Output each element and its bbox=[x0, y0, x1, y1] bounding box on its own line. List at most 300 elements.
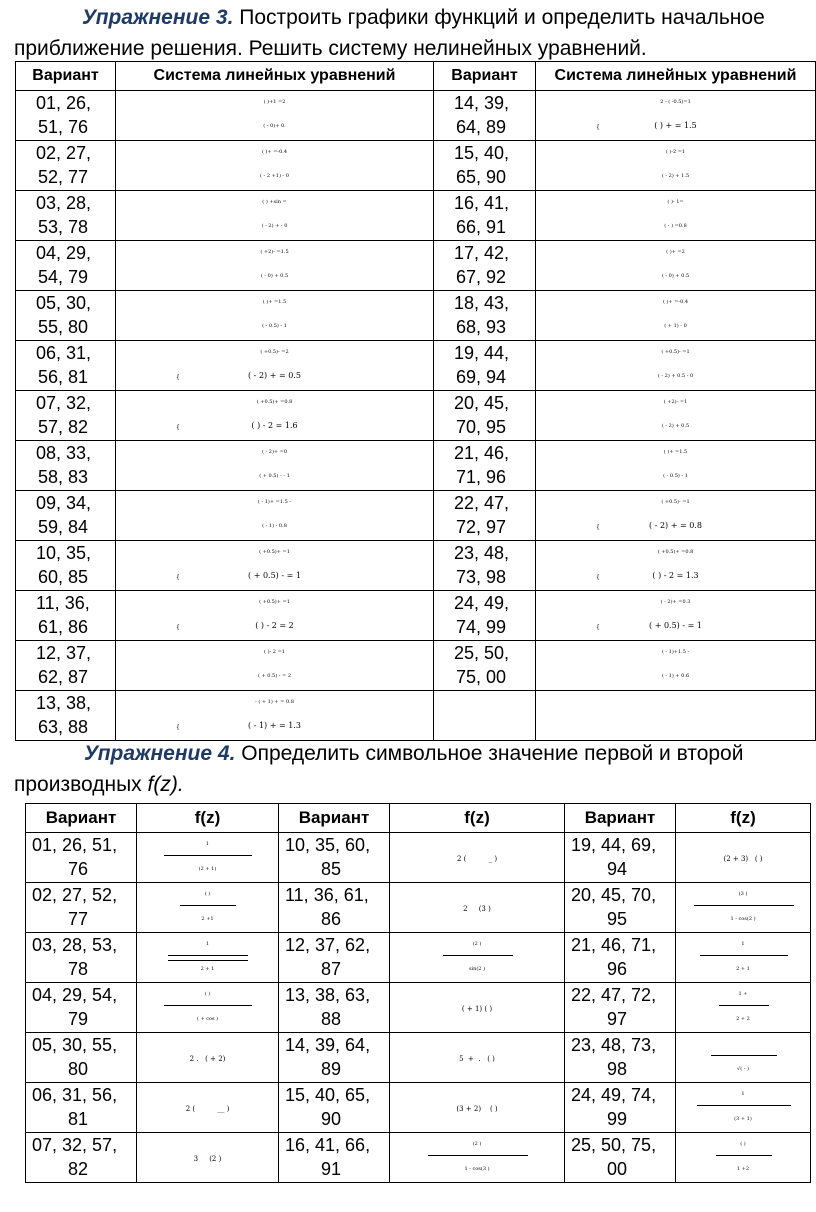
variant-numbers: 78 bbox=[68, 959, 89, 979]
variant-cell bbox=[16, 441, 116, 491]
variant-numbers: 53, 78 bbox=[38, 217, 89, 237]
variant-numbers: 06, 31, 56, bbox=[32, 1085, 118, 1105]
variant-numbers: 90 bbox=[321, 1109, 342, 1129]
function-expression: (3 + 2) ( ) bbox=[456, 1105, 498, 1113]
fraction-bar bbox=[700, 955, 788, 956]
systems-table-header bbox=[16, 62, 816, 91]
equation-2: ( ) - 2 = 1.6 bbox=[251, 421, 298, 430]
fraction-numerator: 1 bbox=[205, 941, 210, 947]
variant-numbers: 22, 47, bbox=[454, 493, 510, 513]
table-row bbox=[26, 1133, 811, 1183]
equation-1: ( - 1)+ =1.5 - bbox=[257, 499, 292, 505]
equation-1: ( +0.5)+ =0.8 bbox=[657, 549, 694, 555]
table-row bbox=[16, 191, 816, 241]
fraction-bar bbox=[168, 955, 248, 961]
variant-cell bbox=[16, 341, 116, 391]
variant-numbers: 98 bbox=[607, 1059, 628, 1079]
variant-numbers: 17, 42, bbox=[454, 243, 510, 263]
fraction-bar bbox=[697, 1105, 791, 1106]
equation-1: ( - 1)+1.5 - bbox=[661, 649, 690, 655]
variant-numbers: 81 bbox=[68, 1109, 89, 1129]
variant-cell bbox=[434, 341, 536, 391]
equation-1: ( )- 2 =1 bbox=[264, 649, 285, 655]
fraction-denominator: 1 +2 bbox=[736, 1166, 750, 1172]
equation-1: 2 - ( -0.5)=1 bbox=[660, 99, 691, 105]
equation-1: ( )- 1= bbox=[667, 199, 684, 205]
equation-2: ( + 1) - 0 bbox=[664, 323, 687, 329]
system-cell bbox=[536, 541, 816, 591]
header-variant: Вариант bbox=[565, 804, 676, 833]
system-cell bbox=[536, 141, 816, 191]
systems-table bbox=[15, 61, 816, 741]
variant-numbers: 67, 92 bbox=[456, 267, 507, 287]
variant-numbers: 20, 45, 70, bbox=[571, 885, 657, 905]
variant-numbers: 14, 39, bbox=[454, 93, 510, 113]
variant-numbers: 07, 32, bbox=[36, 393, 92, 413]
system-cell bbox=[116, 591, 434, 641]
function-expression: 3 (2 ) bbox=[193, 1155, 222, 1163]
variant-cell bbox=[565, 933, 676, 983]
system-cell bbox=[536, 591, 816, 641]
variant-cell bbox=[434, 191, 536, 241]
variant-cell bbox=[26, 833, 137, 883]
header-variant: Вариант bbox=[26, 804, 137, 833]
variant-numbers: 58, 83 bbox=[38, 467, 89, 487]
fraction-bar bbox=[180, 905, 236, 906]
function-cell bbox=[137, 933, 279, 983]
variant-cell bbox=[279, 883, 390, 933]
function-cell bbox=[137, 883, 279, 933]
exercise-4-text-line2 bbox=[14, 769, 804, 800]
fraction-bar bbox=[719, 1005, 769, 1006]
system-cell bbox=[116, 91, 434, 141]
fraction-denominator: (2 + 1) bbox=[198, 866, 217, 872]
variant-cell bbox=[279, 933, 390, 983]
equation-2: ( + 0.5) - = 1 bbox=[649, 621, 702, 630]
variant-cell bbox=[434, 241, 536, 291]
brace-icon: { bbox=[596, 574, 600, 581]
exercise-3-text: Построить графики функций и определить начальное приближение решения. Решить систему нелинейных уравнений. bbox=[14, 6, 765, 60]
variant-numbers: 61, 86 bbox=[38, 617, 89, 637]
variant-numbers: 02, 27, bbox=[36, 143, 92, 163]
system-cell bbox=[116, 391, 434, 441]
variant-cell bbox=[26, 983, 137, 1033]
fraction-denominator: 2 +1 bbox=[201, 916, 214, 922]
variant-numbers: 97 bbox=[607, 1009, 628, 1029]
variant-numbers: 00 bbox=[607, 1159, 628, 1179]
fraction-numerator: 1 bbox=[741, 941, 745, 947]
fraction-bar bbox=[711, 1055, 777, 1056]
variant-numbers: 08, 33, bbox=[36, 443, 92, 463]
header-variant: Вариант bbox=[434, 62, 536, 91]
equation-1: ( +0.5)+ =1 bbox=[259, 599, 290, 605]
variant-cell bbox=[16, 191, 116, 241]
header-function: f(z) bbox=[676, 804, 811, 833]
system-cell bbox=[536, 91, 816, 141]
fraction-numerator: (2 ) bbox=[472, 1141, 482, 1147]
variant-cell bbox=[434, 141, 536, 191]
variant-numbers: 04, 29, 54, bbox=[32, 985, 118, 1005]
system-cell bbox=[116, 241, 434, 291]
header-variant: Вариант bbox=[279, 804, 390, 833]
function-cell bbox=[137, 1033, 279, 1083]
variant-cell bbox=[16, 291, 116, 341]
variant-numbers: 65, 90 bbox=[456, 167, 507, 187]
system-cell bbox=[536, 241, 816, 291]
variant-cell bbox=[565, 983, 676, 1033]
table-row bbox=[16, 441, 816, 491]
variant-numbers: 68, 93 bbox=[456, 317, 507, 337]
variant-numbers: 57, 82 bbox=[38, 417, 89, 437]
equation-1: ( +0.5)- =1 bbox=[661, 499, 690, 505]
equation-1: ( +0.5)+ =1 bbox=[259, 549, 290, 555]
function-cell bbox=[676, 833, 811, 883]
variant-numbers: 56, 81 bbox=[38, 367, 89, 387]
variant-numbers: 85 bbox=[321, 859, 342, 879]
equation-2: ( - 2) + 0.5 - 0 bbox=[657, 373, 694, 379]
system-cell bbox=[536, 391, 816, 441]
variant-numbers: 05, 30, bbox=[36, 293, 92, 313]
equation-1: ( - 2)+ =0.3 bbox=[660, 599, 691, 605]
brace-icon: { bbox=[596, 124, 600, 131]
function-expression: 2 ( _ ) bbox=[456, 855, 498, 863]
function-cell bbox=[137, 1083, 279, 1133]
variant-numbers: 63, 88 bbox=[38, 717, 89, 737]
variant-numbers: 01, 26, bbox=[36, 93, 92, 113]
variant-numbers: 15, 40, bbox=[454, 143, 510, 163]
variant-numbers: 10, 35, 60, bbox=[285, 835, 371, 855]
variant-cell bbox=[434, 491, 536, 541]
equation-2: ( - 0.5) - 1 bbox=[663, 473, 688, 479]
function-cell bbox=[390, 933, 565, 983]
variant-cell bbox=[279, 1133, 390, 1183]
variant-numbers: 06, 31, bbox=[36, 343, 92, 363]
system-cell bbox=[116, 691, 434, 741]
variant-cell bbox=[279, 1033, 390, 1083]
equation-2: ( - 2) + = 0.8 bbox=[649, 521, 702, 530]
function-cell bbox=[390, 1033, 565, 1083]
variant-numbers: 09, 34, bbox=[36, 493, 92, 513]
variant-numbers: 96 bbox=[607, 959, 628, 979]
variant-numbers: 87 bbox=[321, 959, 342, 979]
equation-1: ( )+ =-0.4 bbox=[662, 299, 689, 305]
variant-numbers: 91 bbox=[321, 1159, 342, 1179]
table-row bbox=[26, 933, 811, 983]
system-cell bbox=[116, 641, 434, 691]
variant-cell bbox=[16, 691, 116, 741]
equation-1: ( )+1 =2 bbox=[263, 99, 286, 105]
variant-numbers: 76 bbox=[68, 859, 89, 879]
equation-1: ( +2)- =1 bbox=[663, 399, 688, 405]
variant-cell bbox=[434, 291, 536, 341]
equation-2: ( - 2) + - 0 bbox=[261, 223, 288, 229]
variant-numbers: 13, 38, bbox=[36, 693, 92, 713]
variant-numbers: 88 bbox=[321, 1009, 342, 1029]
equation-2: ( + 0.5) - = 2 bbox=[257, 673, 292, 679]
function-cell bbox=[137, 833, 279, 883]
derivatives-table bbox=[25, 803, 811, 1183]
system-cell bbox=[116, 491, 434, 541]
equation-1: ( )+ =2 bbox=[666, 249, 685, 255]
equation-2: ( - 2) + 1.5 bbox=[661, 173, 690, 179]
table-row bbox=[16, 391, 816, 441]
variant-numbers: 20, 45, bbox=[454, 393, 510, 413]
function-cell bbox=[390, 883, 565, 933]
variant-numbers: 16, 41, 66, bbox=[285, 1135, 371, 1155]
variant-numbers: 19, 44, 69, bbox=[571, 835, 657, 855]
system-cell bbox=[116, 441, 434, 491]
variant-numbers: 62, 87 bbox=[38, 667, 89, 687]
function-cell bbox=[390, 1133, 565, 1183]
variant-numbers: 04, 29, bbox=[36, 243, 92, 263]
equation-2: ( - 2) + = 0.5 bbox=[248, 371, 301, 380]
variant-numbers: 71, 96 bbox=[456, 467, 507, 487]
table-row bbox=[16, 591, 816, 641]
variant-numbers: 55, 80 bbox=[38, 317, 89, 337]
fraction-numerator: 1 bbox=[741, 1091, 745, 1097]
variant-cell bbox=[434, 91, 536, 141]
equation-2: ( - 0.5) - 1 bbox=[262, 323, 287, 329]
variant-numbers: 86 bbox=[321, 909, 342, 929]
brace-icon: { bbox=[176, 424, 180, 431]
equation-1: ( )-2 =1 bbox=[665, 149, 686, 155]
variant-numbers: 16, 41, bbox=[454, 193, 510, 213]
fraction-numerator: (2 ) bbox=[472, 941, 482, 947]
function-expression: (2 + 3) ( ) bbox=[723, 855, 763, 863]
fraction-denominator: ( + cos ) bbox=[196, 1016, 219, 1022]
variant-numbers: 24, 49, 74, bbox=[571, 1085, 657, 1105]
fraction-denominator: sin(2 ) bbox=[468, 966, 486, 972]
variant-numbers: 94 bbox=[607, 859, 628, 879]
system-cell bbox=[116, 541, 434, 591]
equation-1: ( +0.5)- =1 bbox=[661, 349, 690, 355]
system-cell bbox=[536, 441, 816, 491]
variant-numbers: 13, 38, 63, bbox=[285, 985, 371, 1005]
brace-icon: { bbox=[176, 624, 180, 631]
variant-cell bbox=[565, 833, 676, 883]
variant-cell bbox=[16, 141, 116, 191]
variant-numbers: 22, 47, 72, bbox=[571, 985, 657, 1005]
variant-numbers: 11, 36, bbox=[36, 593, 90, 613]
variant-cell bbox=[565, 1133, 676, 1183]
fraction-denominator: 2 + 2 bbox=[736, 1016, 750, 1022]
variant-cell bbox=[16, 591, 116, 641]
equation-2: ( - 1) - 0.8 bbox=[262, 523, 287, 529]
function-cell bbox=[390, 1083, 565, 1133]
variant-cell bbox=[565, 1083, 676, 1133]
equation-2: ( + 0.5) - - 1 bbox=[259, 473, 290, 479]
variant-cell bbox=[26, 933, 137, 983]
variant-cell bbox=[26, 1033, 137, 1083]
variant-cell bbox=[16, 391, 116, 441]
exercise-4-title: Упражнение 4. bbox=[84, 742, 236, 765]
fraction-numerator: 1 + bbox=[738, 991, 748, 997]
variant-numbers: 80 bbox=[68, 1059, 89, 1079]
variant-cell bbox=[16, 541, 116, 591]
variant-numbers: 18, 43, bbox=[454, 293, 510, 313]
function-cell bbox=[390, 983, 565, 1033]
variant-numbers: 14, 39, 64, bbox=[285, 1035, 371, 1055]
variant-numbers: 25, 50, 75, bbox=[571, 1135, 657, 1155]
function-cell bbox=[676, 1133, 811, 1183]
function-cell bbox=[137, 983, 279, 1033]
table-row bbox=[26, 833, 811, 883]
variant-numbers: 23, 48, bbox=[454, 543, 510, 563]
fraction-bar bbox=[164, 855, 252, 856]
function-expression: ( + 1) ( ) bbox=[461, 1005, 493, 1013]
fraction-numerator: 1 bbox=[205, 841, 210, 847]
function-expression: 2 (3 ) bbox=[463, 905, 491, 913]
equation-2: ( - 2 +1) - 0 bbox=[260, 173, 289, 179]
fraction-bar bbox=[443, 955, 513, 956]
equation-2: ( - 0) + 0.5 bbox=[260, 273, 289, 279]
header-function: f(z) bbox=[137, 804, 279, 833]
variant-numbers: 77 bbox=[68, 909, 89, 929]
variant-numbers: 69, 94 bbox=[456, 367, 507, 387]
variant-numbers: 60, 85 bbox=[38, 567, 89, 587]
variant-cell bbox=[16, 91, 116, 141]
variant-cell bbox=[16, 641, 116, 691]
equation-2: ( - 1) + 0.6 bbox=[661, 673, 690, 679]
variant-numbers: 12, 37, 62, bbox=[285, 935, 371, 955]
equation-2: ( - 0)+ 0. bbox=[263, 123, 286, 129]
function-cell bbox=[137, 1133, 279, 1183]
system-cell bbox=[536, 641, 816, 691]
fraction-numerator: ( ) bbox=[740, 1141, 746, 1147]
fraction-denominator: 1 - cos(2 ) bbox=[730, 916, 756, 922]
table-row bbox=[16, 341, 816, 391]
fraction-denominator: 2 + 1 bbox=[200, 966, 215, 972]
exercise-3-title: Упражнение 3. bbox=[82, 6, 234, 29]
variant-numbers: 64, 89 bbox=[456, 117, 507, 137]
equation-2: ( - ) =0.8 bbox=[664, 223, 687, 229]
equation-1: ( +2)- =1.5 bbox=[260, 249, 289, 255]
table-row bbox=[16, 141, 816, 191]
variant-numbers: 51, 76 bbox=[38, 117, 89, 137]
variant-numbers: 03, 28, 53, bbox=[32, 935, 118, 955]
equation-1: ( )+ =1.5 bbox=[663, 449, 688, 455]
equation-2: ( + 0.5) - = 1 bbox=[248, 571, 301, 580]
equation-1: ( +0.5)+ =0.8 bbox=[256, 399, 293, 405]
system-cell bbox=[116, 141, 434, 191]
variant-cell bbox=[434, 691, 536, 741]
variant-numbers: 12, 37, bbox=[36, 643, 92, 663]
system-cell bbox=[116, 291, 434, 341]
table-row bbox=[16, 241, 816, 291]
table-row bbox=[16, 641, 816, 691]
table-row bbox=[26, 883, 811, 933]
table-row bbox=[26, 1083, 811, 1133]
equation-2: ( ) - 2 = 1.3 bbox=[652, 571, 699, 580]
variant-cell bbox=[279, 833, 390, 883]
system-cell bbox=[116, 191, 434, 241]
equation-2: ( - 2) + 0.5 bbox=[661, 423, 690, 429]
fraction-denominator: 1 - cos(3 ) bbox=[464, 1166, 490, 1172]
variant-numbers: 72, 97 bbox=[456, 517, 507, 537]
table-row bbox=[26, 983, 811, 1033]
table-row bbox=[16, 541, 816, 591]
variant-numbers: 07, 32, 57, bbox=[32, 1135, 118, 1155]
variant-numbers: 11, 36, 61, bbox=[285, 885, 369, 905]
variant-cell bbox=[26, 1083, 137, 1133]
fraction-denominator: √( - ) bbox=[737, 1066, 749, 1072]
variant-numbers: 75, 00 bbox=[456, 667, 507, 687]
exercise-4-text: Определить символьное значение первой и второй bbox=[235, 742, 744, 765]
variant-numbers: 70, 95 bbox=[456, 417, 507, 437]
equation-1: - ( + 1) + = 0.8 bbox=[255, 699, 294, 705]
table-row bbox=[16, 691, 816, 741]
fraction-bar bbox=[694, 905, 794, 906]
variant-numbers: 24, 49, bbox=[454, 593, 510, 613]
variant-numbers: 79 bbox=[68, 1009, 89, 1029]
function-expression: 5 + . ( ) bbox=[459, 1055, 495, 1063]
variant-numbers: 66, 91 bbox=[456, 217, 507, 237]
system-cell bbox=[536, 191, 816, 241]
fraction-bar bbox=[164, 1005, 252, 1006]
brace-icon: { bbox=[176, 574, 180, 581]
variant-numbers: 99 bbox=[607, 1109, 628, 1129]
system-cell bbox=[116, 341, 434, 391]
variant-numbers: 03, 28, bbox=[36, 193, 92, 213]
variant-numbers: 21, 46, bbox=[454, 443, 510, 463]
variant-cell bbox=[434, 391, 536, 441]
variant-cell bbox=[434, 641, 536, 691]
variant-cell bbox=[279, 1083, 390, 1133]
header-variant: Вариант bbox=[16, 62, 116, 91]
function-cell bbox=[676, 883, 811, 933]
function-symbol: f(z) bbox=[147, 773, 178, 796]
brace-icon: { bbox=[176, 724, 180, 731]
equation-2: ( - 0) + 0.5 bbox=[661, 273, 690, 279]
exercise-3-paragraph bbox=[14, 2, 804, 64]
equation-1: ( ) +sin = bbox=[262, 199, 287, 205]
table-row bbox=[16, 491, 816, 541]
variant-numbers: 52, 77 bbox=[38, 167, 89, 187]
variant-cell bbox=[434, 591, 536, 641]
system-cell bbox=[536, 341, 816, 391]
brace-icon: { bbox=[176, 374, 180, 381]
variant-numbers: 01, 26, 51, bbox=[32, 835, 118, 855]
variant-numbers: 73, 98 bbox=[456, 567, 507, 587]
variant-cell bbox=[279, 983, 390, 1033]
variant-numbers: 23, 48, 73, bbox=[571, 1035, 657, 1055]
brace-icon: { bbox=[596, 624, 600, 631]
header-function: f(z) bbox=[390, 804, 565, 833]
variant-numbers: 89 bbox=[321, 1059, 342, 1079]
brace-icon: { bbox=[596, 524, 600, 531]
fraction-bar bbox=[428, 1155, 528, 1156]
exercise-4-paragraph bbox=[14, 738, 804, 800]
function-cell bbox=[676, 933, 811, 983]
variant-numbers: 95 bbox=[607, 909, 628, 929]
function-expression: 2 ( __ ) bbox=[185, 1105, 230, 1113]
function-cell bbox=[676, 983, 811, 1033]
equation-1: ( - 2)+ =0 bbox=[261, 449, 288, 455]
variant-cell bbox=[26, 883, 137, 933]
variant-cell bbox=[565, 1033, 676, 1083]
variant-numbers: 59, 84 bbox=[38, 517, 89, 537]
fraction-denominator: 2 + 1 bbox=[736, 966, 750, 972]
variant-numbers: 25, 50, bbox=[454, 643, 510, 663]
fraction-numerator: ( ) bbox=[204, 891, 211, 897]
table-row bbox=[16, 91, 816, 141]
equation-2: ( - 1) + = 1.3 bbox=[248, 721, 301, 730]
table-row bbox=[26, 1033, 811, 1083]
header-system: Система линейных уравнений bbox=[536, 62, 816, 91]
variant-numbers: 02, 27, 52, bbox=[32, 885, 118, 905]
variant-numbers: 82 bbox=[68, 1159, 89, 1179]
function-cell bbox=[676, 1033, 811, 1083]
